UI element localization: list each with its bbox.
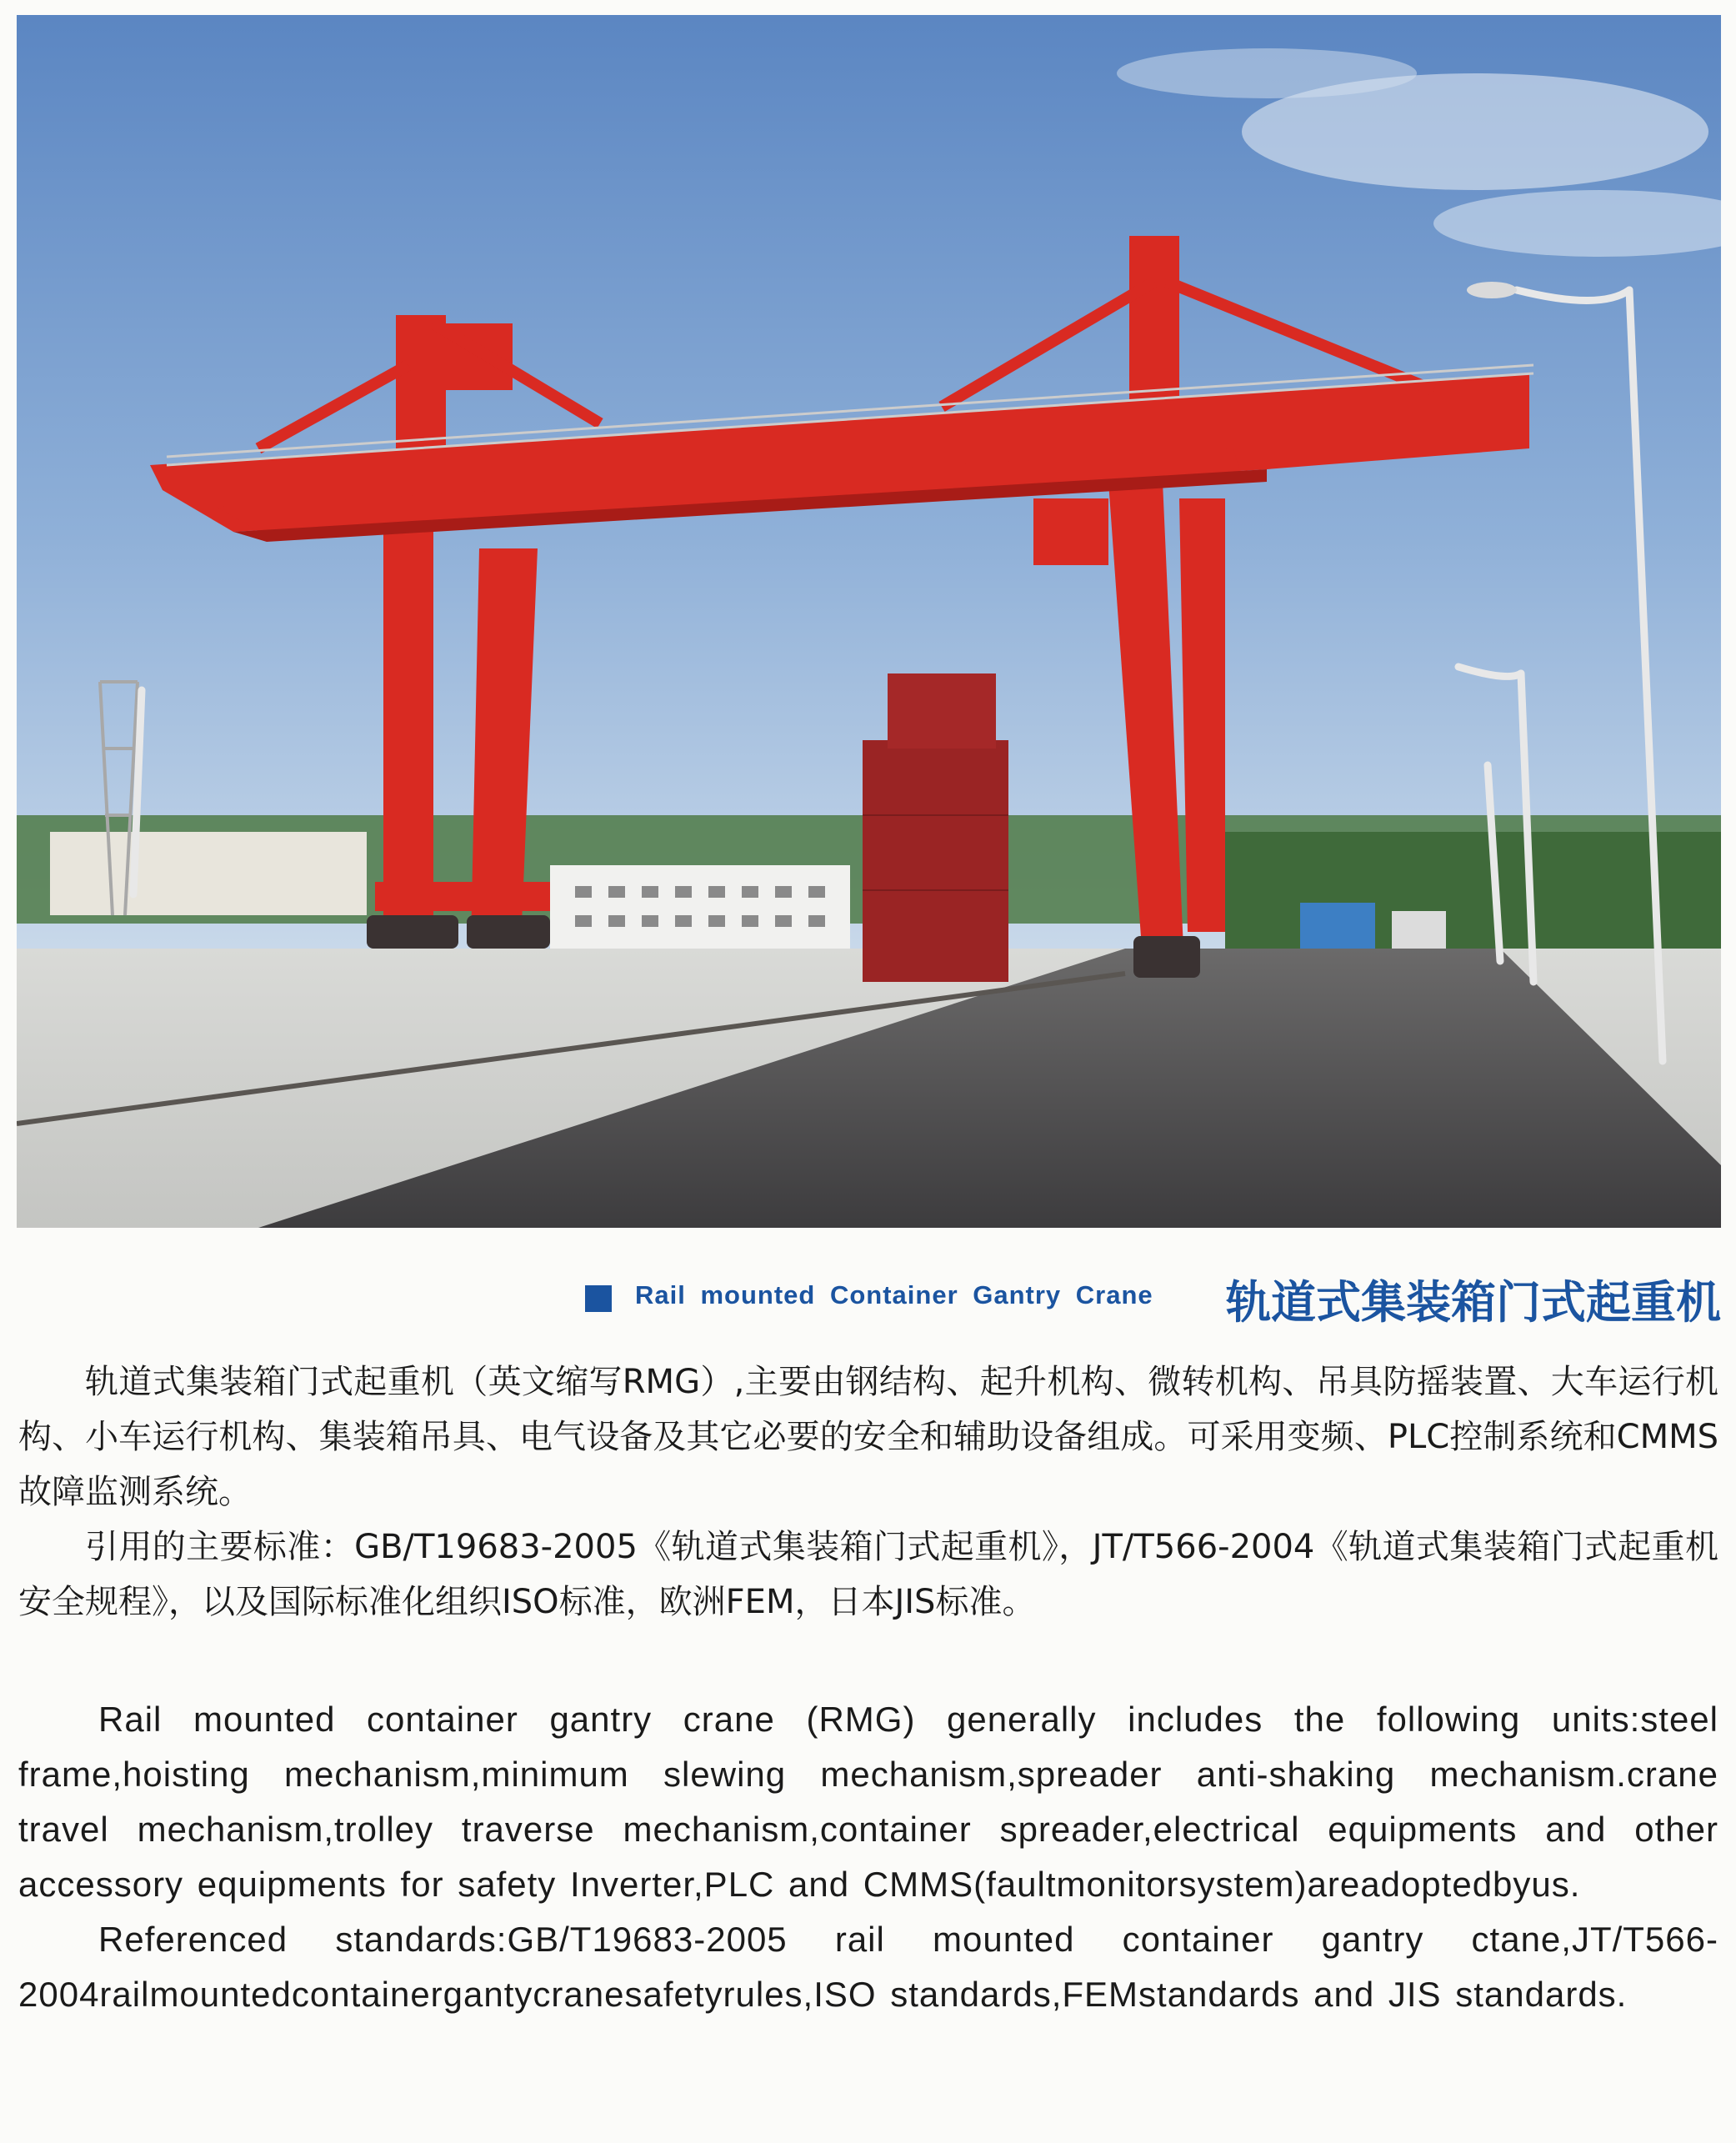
chinese-paragraph-2: 引用的主要标准：GB/T19683-2005《轨道式集装箱门式起重机》，JT/T566-2004《轨道式集装箱门式起重机安全规程》，以及国际标准化组织ISO标准，欧洲FEM，日本JIS标准。 (18, 1528, 1718, 1621)
english-paragraph-1: Rail mounted container gantry crane (RMG) generally includes the following units:steel frame,hoisting mechanism,minimum slewing mechanism,spreader anti-shaking mechanism.crane travel mechanism,trolley traverse mechanism,container spreader,electrical equipments and other accessory equipments for safety Inverter,PLC and CMMS(faultmonitorsystem)areadoptedbyus. (18, 1700, 1718, 1904)
english-description (18, 1692, 1718, 2022)
caption-row (0, 1259, 1721, 1334)
chinese-paragraph-1: 轨道式集装箱门式起重机（英文缩写RMG）,主要由钢结构、起升机构、微转机构、吊具防摇装置、大车运行机构、小车运行机构、集装箱吊具、电气设备及其它必要的安全和辅助设备组成。可采用变频、PLC控制系统和CMMS故障监测系统。 (18, 1363, 1718, 1511)
caption-english: Rail mounted Container Gantry Crane (635, 1280, 1153, 1309)
caption-chinese: 轨道式集装箱门式起重机 (1226, 1276, 1721, 1329)
gantry-crane-photo (17, 15, 1721, 1228)
english-paragraph-2: Referenced standards:GB/T19683-2005 rail mounted container gantry ctane,JT/T566-2004railmountedcontainergantycranesafetyrules,ISO standards,FEMstandards and JIS standards. (18, 1920, 1718, 2014)
chinese-description (18, 1354, 1718, 1630)
caption-bullet (585, 1285, 612, 1312)
